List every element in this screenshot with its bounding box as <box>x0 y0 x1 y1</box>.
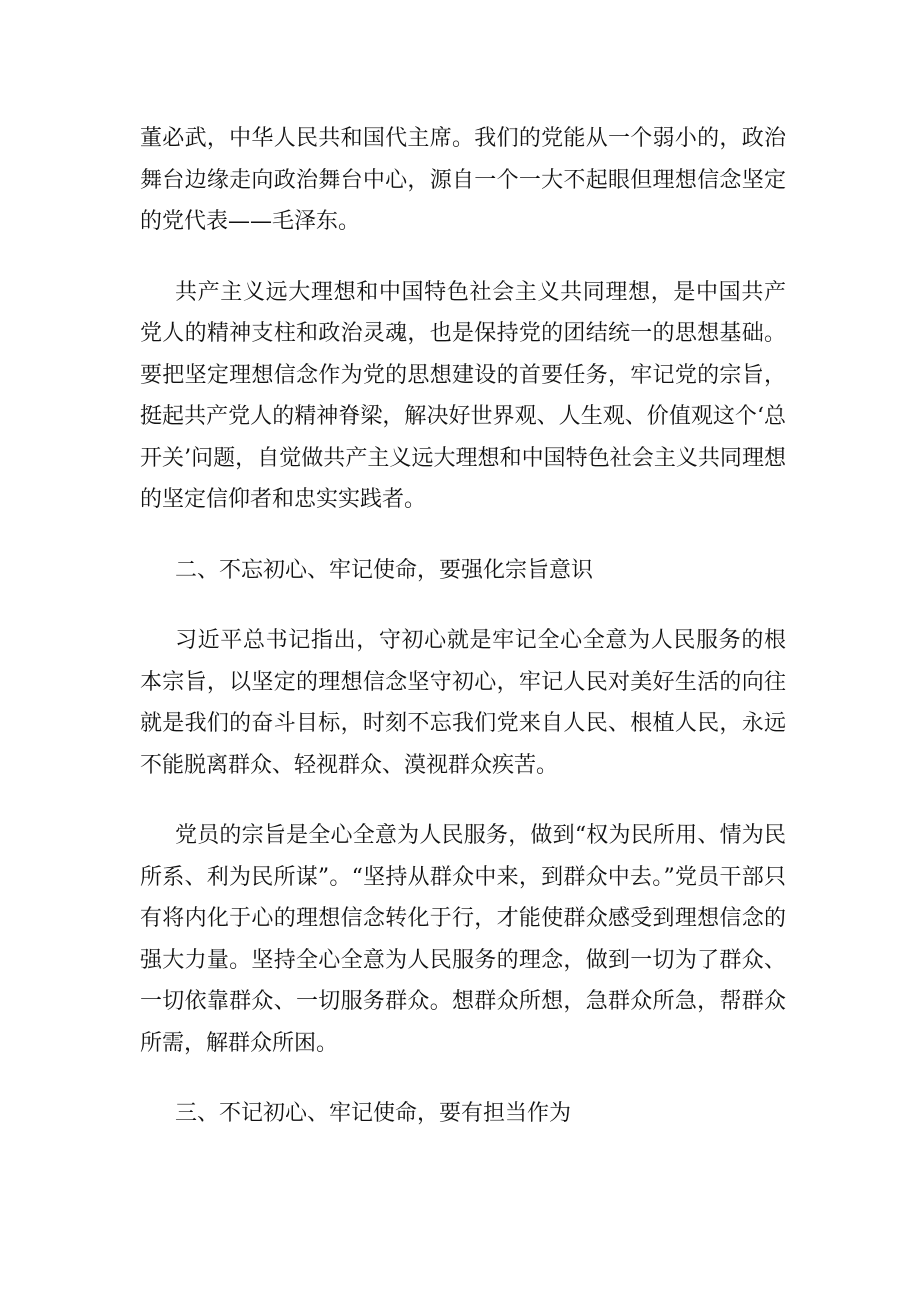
paragraph-1: 董必武，中华人民共和国代主席。我们的党能从一个弱小的，政治舞台边缘走向政治舞台中心，源自一个一大不起眼但理想信念坚定的党代表——毛泽东。 <box>140 126 786 234</box>
paragraph-2: 共产主义远大理想和中国特色社会主义共同理想，是中国共产党人的精神支柱和政治灵魂，也是保持党的团结统一的思想基础。要把坚定理想信念作为党的思想建设的首要任务，牢记党的宗旨，挺起共产党人的精神脊梁，解决好世界观、人生观、价值观这个‘总开关’问题，自觉做共产主义远大理想和中国特色社会主义共同理想的坚定信仰者和忠实实践者。 <box>140 279 786 512</box>
section-heading-2: 二、不忘初心、牢记使命，要强化宗旨意识 <box>175 557 594 583</box>
paragraph-3: 习近平总书记指出，守初心就是牢记全心全意为人民服务的根本宗旨，以坚定的理想信念坚守初心，牢记人民对美好生活的向往就是我们的奋斗目标，时刻不忘我们党来自人民、根植人民，永远不能脱离群众、轻视群众、漠视群众疾苦。 <box>140 628 786 778</box>
paragraph-4: 党员的宗旨是全心全意为人民服务，做到“权为民所用、情为民所系、利为民所谋”。“坚持从群众中来，到群众中去。”党员干部只有将内化于心的理想信念转化于行，才能使群众感受到理想信念的强大力量。坚持全心全意为人民服务的理念，做到一切为了群众、一切依靠群众、一切服务群众。想群众所想，急群众所急，帮群众所需，解群众所困。 <box>140 823 786 1056</box>
document-body <box>140 118 786 1135</box>
section-heading-3: 三、不记初心、牢记使命，要有担当作为 <box>175 1101 572 1126</box>
